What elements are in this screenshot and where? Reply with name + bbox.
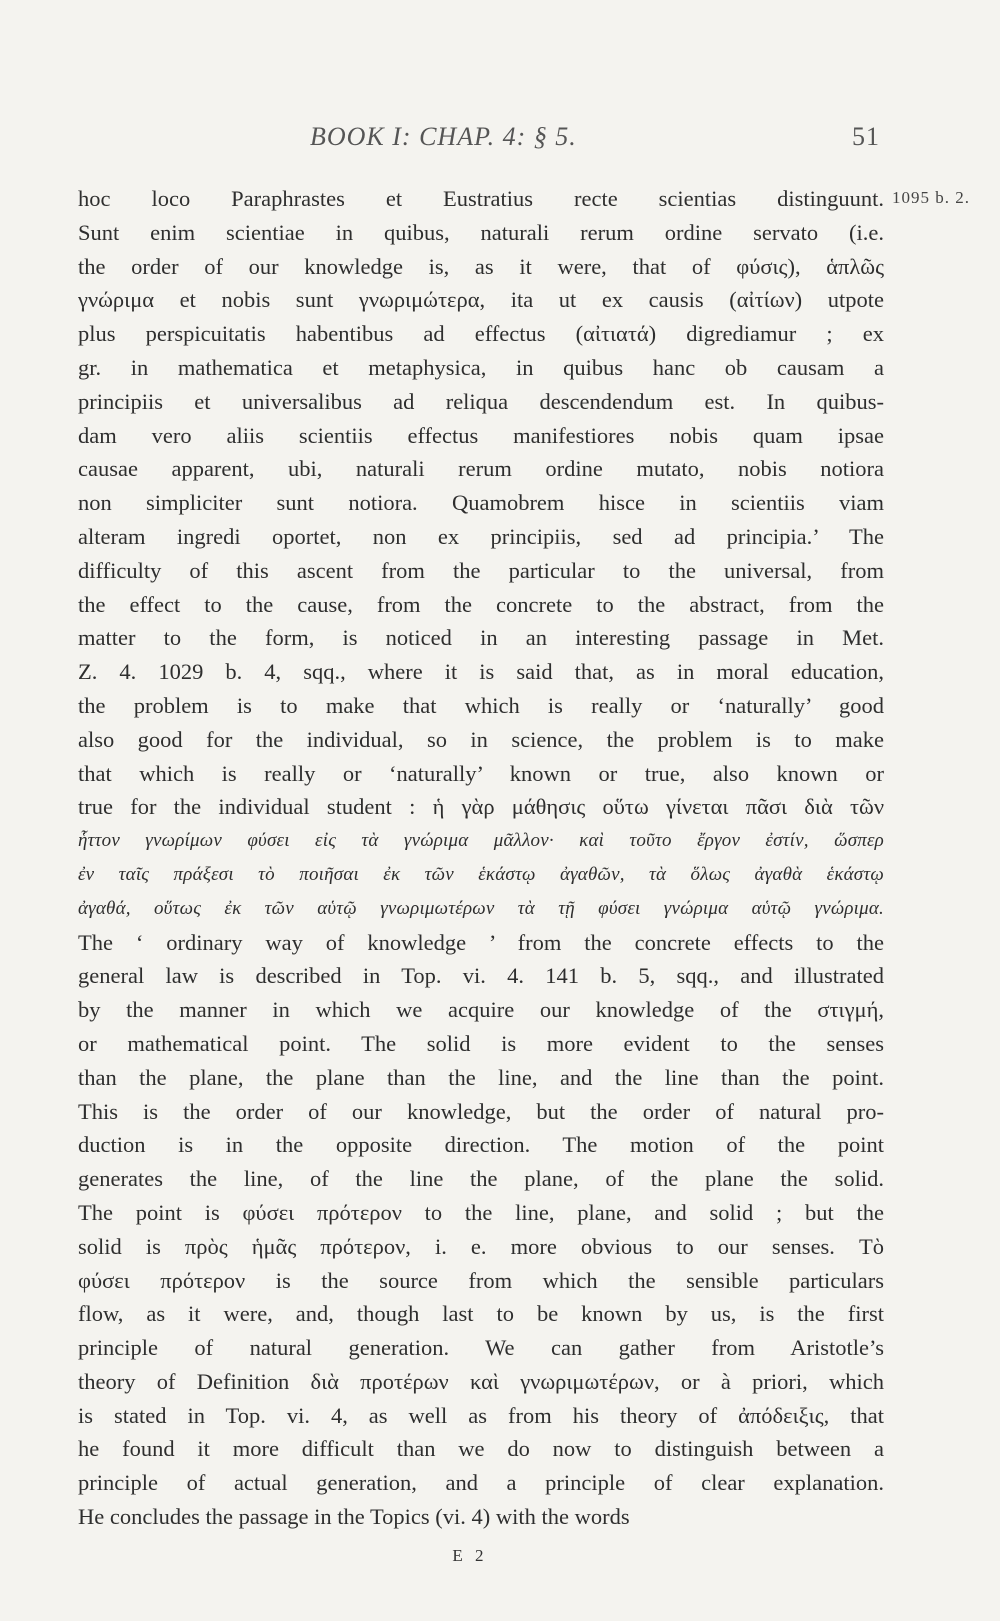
text-line: the problem is to make that which is really or ‘naturally’ good (78, 692, 884, 718)
text-line: Z. 4. 1029 b. 4, sqq., where it is said that, as in moral education, (78, 659, 884, 685)
margin-reference: 1095 b. 2. (892, 188, 970, 207)
text-line: The ‘ ordinary way of knowledge ’ from the concrete effects to the (78, 929, 884, 955)
text-line: by the manner in which we acquire our knowledge of the στιγμή, (78, 997, 884, 1023)
text-line: he found it more difficult than we do now to distinguish between a (78, 1436, 884, 1462)
text-line: matter to the form, is noticed in an interesting passage in Met. (78, 625, 884, 651)
greek-quote-line: ἀγαθά, οὕτως ἐκ τῶν αὑτῷ γνωριμωτέρων τὰ τῇ φύσει γνώριμα αὑτῷ γνώριμα. (78, 897, 884, 919)
greek-quote-line: ἧττον γνωρίμων φύσει εἰς τὰ γνώριμα μᾶλλον· καὶ τοῦτο ἔργον ἐστίν, ὥσπερ (78, 830, 884, 852)
text-line: generates the line, of the line the plane, of the plane the solid. (78, 1166, 884, 1192)
text-line: principiis et universalibus ad reliqua descendendum est. In quibus- (78, 388, 884, 414)
text-line: γνώριμα et nobis sunt γνωριμώτερα, ita ut ex causis (αἰτίων) utpote (78, 287, 884, 313)
text-line: that which is really or ‘naturally’ known or true, also known or (78, 760, 884, 786)
text-line: difficulty of this ascent from the particular to the universal, from (78, 557, 884, 583)
text-line: Sunt enim scientiae in quibus, naturali rerum ordine servato (i.e. (78, 219, 884, 245)
text-line: is stated in Top. vi. 4, as well as from his theory of ἀπόδειξις, that (78, 1402, 884, 1428)
text-line: general law is described in Top. vi. 4. 141 b. 5, sqq., and illustrated (78, 963, 884, 989)
text-line: φύσει πρότερον is the source from which the sensible particulars (78, 1267, 884, 1293)
text-line: non simpliciter sunt notiora. Quamobrem hisce in scientiis viam (78, 490, 884, 516)
text-line: plus perspicuitatis habentibus ad effectus (αἰτιατά) digrediamur ; ex (78, 321, 884, 347)
text-line: solid is πρὸς ἡμᾶς πρότερον, i. e. more obvious to our senses. Τὸ (78, 1233, 884, 1259)
signature-mark: E 2 (452, 1546, 488, 1565)
text-line: hoc loco Paraphrastes et Eustratius recte scientias distinguunt. (78, 186, 884, 211)
text-line: principle of natural generation. We can gather from Aristotle’s (78, 1335, 884, 1361)
text-line: also good for the individual, so in science, the problem is to make (78, 726, 884, 752)
text-line: gr. in mathematica et metaphysica, in quibus hanc ob causam a (78, 354, 884, 380)
text-line: causae apparent, ubi, naturali rerum ordine mutato, nobis notiora (78, 456, 884, 482)
body-text (78, 182, 884, 1534)
greek-quote-line: ἐν ταῖς πράξεσι τὸ ποιῆσαι ἐκ τῶν ἑκάστῳ ἀγαθῶν, τὰ ὅλως ἀγαθὰ ἑκάστῳ (78, 863, 884, 885)
text-line: principle of actual generation, and a principle of clear explanation. (78, 1470, 884, 1496)
text-line: alteram ingredi oportet, non ex principiis, sed ad principia.’ The (78, 523, 884, 549)
text-line: He concludes the passage in the Topics (vi. 4) with the words (78, 1504, 630, 1530)
text-line: true for the individual student : ἡ γὰρ μάθησις οὕτω γίνεται πᾶσι διὰ τῶν (78, 794, 884, 820)
text-line: the effect to the cause, from the concrete to the abstract, from the (78, 591, 884, 617)
text-line: or mathematical point. The solid is more evident to the senses (78, 1030, 884, 1056)
text-line: dam vero aliis scientiis effectus manifestiores nobis quam ipsae (78, 422, 884, 448)
text-line: than the plane, the plane than the line, and the line than the point. (78, 1064, 884, 1090)
text-line: The point is φύσει πρότερον to the line, plane, and solid ; but the (78, 1199, 884, 1225)
page-number: 51 (852, 122, 880, 151)
text-line: theory of Definition διὰ προτέρων καὶ γνωριμωτέρων, or à priori, which (78, 1368, 884, 1394)
text-line: the order of our knowledge is, as it were, that of φύσις), ἁπλῶς (78, 253, 884, 279)
text-line: flow, as it were, and, though last to be known by us, is the first (78, 1301, 884, 1327)
running-title: BOOK I: CHAP. 4: § 5. (310, 122, 577, 151)
text-line: This is the order of our knowledge, but the order of natural pro- (78, 1098, 884, 1124)
text-line: duction is in the opposite direction. The motion of the point (78, 1132, 884, 1158)
